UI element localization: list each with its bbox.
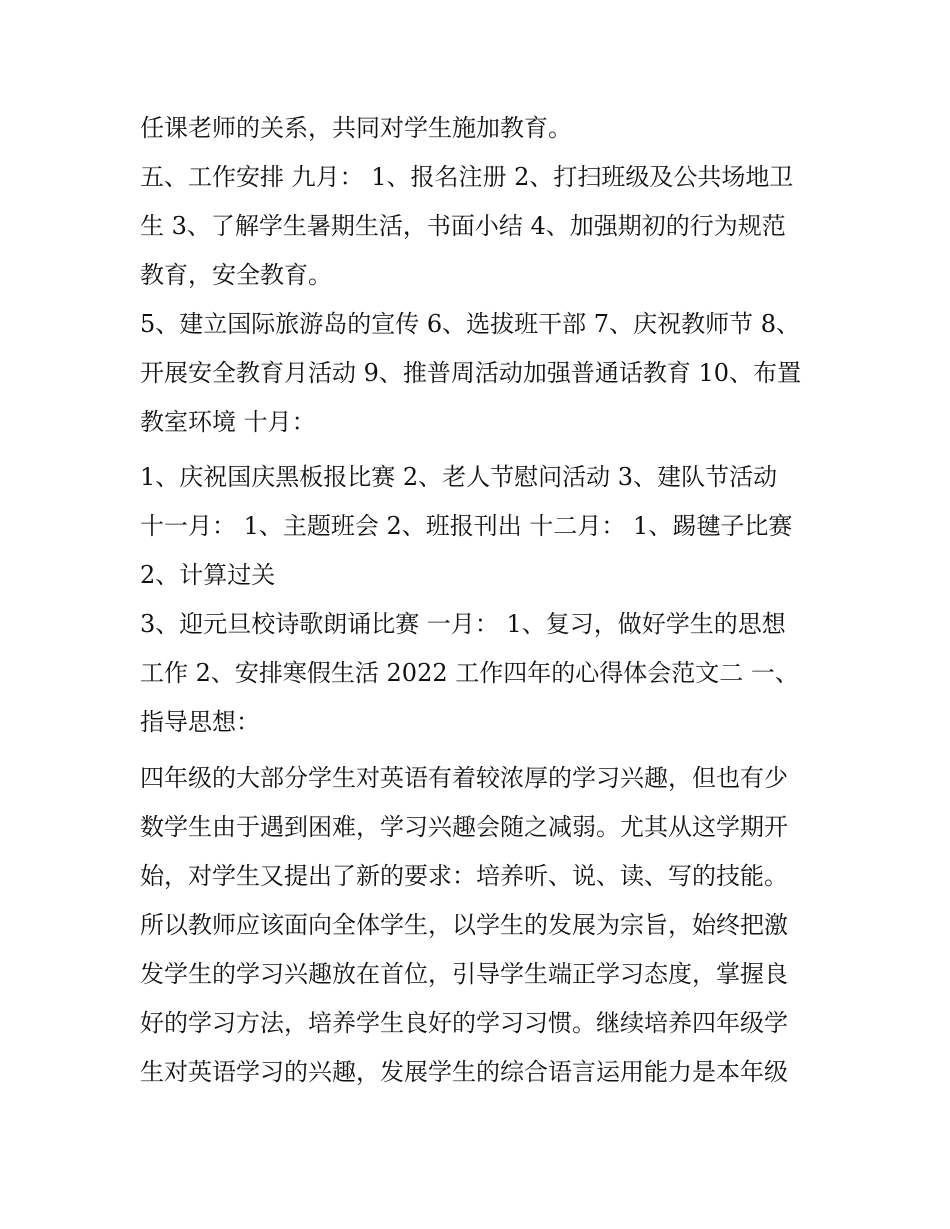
text-line: 生对英语学习的兴趣，发展学生的综合语言运用能力是本年级 — [140, 1058, 788, 1086]
text-line: 教室环境 十月： — [140, 408, 316, 436]
text-line: 2、计算过关 — [140, 561, 276, 589]
text-line: 十一月： 1、主题班会 2、班报刊出 十二月： 1、踢毽子比赛 — [140, 512, 793, 540]
text-line: 四年级的大部分学生对英语有着较浓厚的学习兴趣，但也有少 — [140, 764, 788, 792]
text-line: 五、工作安排 九月： 1、报名注册 2、打扫班级及公共场地卫 — [140, 163, 794, 191]
text-line: 发学生的学习兴趣放在首位，引导学生端正学习态度，掌握良 — [140, 960, 788, 988]
text-line: 3、迎元旦校诗歌朗诵比赛 一月： 1、复习，做好学生的思想 — [140, 610, 786, 638]
text-line: 1、庆祝国庆黑板报比赛 2、老人节慰问活动 3、建队节活动 — [140, 463, 778, 491]
text-line: 教育，安全教育。 — [140, 261, 332, 289]
text-line: 生 3、了解学生暑期生活，书面小结 4、加强期初的行为规范 — [140, 212, 786, 240]
text-line: 任课老师的关系，共同对学生施加教育。 — [140, 114, 572, 142]
text-line: 数学生由于遇到困难，学习兴趣会随之减弱。尤其从这学期开 — [140, 813, 788, 841]
text-line: 5、建立国际旅游岛的宣传 6、选拔班干部 7、庆祝教师节 8、 — [140, 310, 800, 338]
text-line: 所以教师应该面向全体学生，以学生的发展为宗旨，始终把激 — [140, 911, 788, 939]
text-line: 开展安全教育月活动 9、推普周活动加强普通话教育 10、布置 — [140, 359, 802, 387]
text-line: 指导思想： — [140, 708, 260, 736]
text-line: 好的学习方法，培养学生良好的学习习惯。继续培养四年级学 — [140, 1009, 788, 1037]
text-line: 工作 2、安排寒假生活 2022 工作四年的心得体会范文二 一、 — [140, 659, 799, 687]
text-line: 始，对学生又提出了新的要求：培养听、说、读、写的技能。 — [140, 862, 788, 890]
